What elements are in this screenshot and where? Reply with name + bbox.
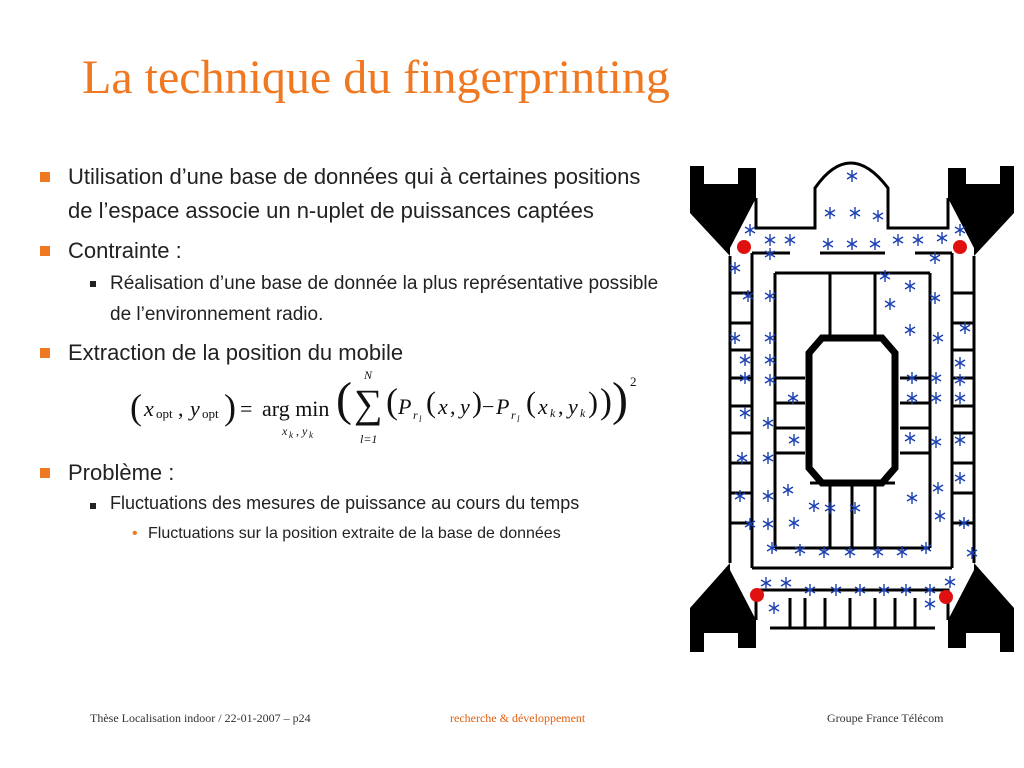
measurement-point-icon bbox=[740, 354, 750, 366]
measurement-point-icon bbox=[763, 452, 773, 464]
measurement-point-icon bbox=[789, 434, 799, 446]
measurement-point-icon bbox=[761, 577, 771, 589]
bullet-level3 bbox=[40, 522, 670, 546]
measurement-point-icon bbox=[769, 602, 779, 614]
measurement-point-icon bbox=[905, 432, 915, 444]
bullet-level1 bbox=[40, 336, 670, 370]
measurement-point-icon bbox=[905, 324, 915, 336]
measurement-point-icon bbox=[933, 482, 943, 494]
measurement-point-icon bbox=[873, 210, 883, 222]
paren-right: ) bbox=[224, 387, 236, 427]
measurement-point-icon bbox=[955, 392, 965, 404]
bullet-text: Extraction de la position du mobile bbox=[68, 340, 404, 365]
square-bullet-icon bbox=[40, 348, 50, 358]
big-paren-right: ) bbox=[612, 373, 628, 426]
measurement-point-icon bbox=[763, 417, 773, 429]
bullet-text: Problème : bbox=[68, 460, 175, 485]
measurement-point-icon bbox=[935, 510, 945, 522]
paren-left: ( bbox=[130, 387, 142, 427]
measurement-point-icon bbox=[785, 234, 795, 246]
measurement-point-icon bbox=[809, 500, 819, 512]
measurement-point-icon bbox=[870, 238, 880, 250]
bullet-level2 bbox=[40, 490, 670, 516]
measurement-point-icon bbox=[847, 238, 857, 250]
measurement-point-icon bbox=[955, 374, 965, 386]
measurement-point-icon bbox=[945, 576, 955, 588]
small-square-bullet-icon bbox=[90, 503, 96, 509]
square-bullet-icon bbox=[40, 468, 50, 478]
measurement-point-icon bbox=[763, 490, 773, 502]
bullet-level1 bbox=[40, 160, 670, 228]
bullet-text: Utilisation d’une base de données qui à certaines positions de l’espace associe un n-uplet de puissances captées bbox=[68, 164, 641, 223]
measurement-point-icon bbox=[925, 598, 935, 610]
measurement-point-icon bbox=[905, 280, 915, 292]
access-point-marker bbox=[750, 588, 764, 602]
measurement-point-icon bbox=[933, 332, 943, 344]
measurement-point-icon bbox=[955, 434, 965, 446]
position-formula: ( x opt , y opt ) = arg min x k , y k ( N ∑ l=1 ( P r l ( x , y ) − P r l ( x k , y k ) ) ) 2 bbox=[130, 368, 637, 446]
measurement-point-icon bbox=[765, 234, 775, 246]
measurement-point-icon bbox=[907, 492, 917, 504]
measurement-point-icon bbox=[783, 484, 793, 496]
measurement-point-icon bbox=[850, 207, 860, 219]
measurement-point-icon bbox=[893, 234, 903, 246]
measurement-point-icon bbox=[955, 472, 965, 484]
access-point-marker bbox=[737, 240, 751, 254]
square-bullet-icon bbox=[40, 172, 50, 182]
measurement-point-icon bbox=[789, 517, 799, 529]
bullet-text: Fluctuations des mesures de puissance au cours du temps bbox=[110, 493, 580, 513]
measurement-point-icon bbox=[795, 544, 805, 556]
measurement-point-icon bbox=[937, 232, 947, 244]
square-bullet-icon bbox=[40, 246, 50, 256]
big-paren-left: ( bbox=[336, 373, 352, 426]
bullet-level1 bbox=[40, 456, 670, 490]
slide-title: La technique du fingerprinting bbox=[82, 51, 670, 104]
bullet-level2 bbox=[40, 268, 670, 330]
small-square-bullet-icon bbox=[90, 281, 96, 287]
measurement-point-icon bbox=[825, 502, 835, 514]
access-point-marker bbox=[939, 590, 953, 604]
measurement-point-icon bbox=[955, 357, 965, 369]
bullet-level1 bbox=[40, 234, 670, 268]
measurement-point-icon bbox=[763, 518, 773, 530]
footer-right: Groupe France Télécom bbox=[827, 711, 944, 725]
measurement-point-icon bbox=[745, 224, 755, 236]
bullet-text: Réalisation d’une base de donnée la plus représentative possible de l’environnement radio. bbox=[110, 273, 659, 325]
footer-center: recherche & développement bbox=[450, 711, 586, 725]
bullet-list bbox=[40, 160, 670, 546]
measurement-point-icon bbox=[781, 577, 791, 589]
footer-left: Thèse Localisation indoor / 22-01-2007 – p24 bbox=[90, 711, 311, 725]
measurement-point-icon bbox=[823, 238, 833, 250]
measurement-point-icon bbox=[913, 234, 923, 246]
measurement-point-icon bbox=[931, 372, 941, 384]
measurement-point-icon bbox=[825, 207, 835, 219]
measurement-point-icon bbox=[740, 407, 750, 419]
measurement-point-icon bbox=[931, 436, 941, 448]
measurement-point-icon bbox=[885, 298, 895, 310]
bullet-text: Fluctuations sur la position extraite de la base de données bbox=[148, 525, 561, 542]
central-block bbox=[809, 338, 895, 483]
bullet-text: Contrainte : bbox=[68, 238, 182, 263]
measurement-point-icon bbox=[931, 392, 941, 404]
access-point-marker bbox=[953, 240, 967, 254]
dot-bullet-icon: • bbox=[132, 525, 138, 542]
measurement-point-icon bbox=[847, 170, 857, 182]
floor-plan-diagram bbox=[690, 128, 1014, 690]
